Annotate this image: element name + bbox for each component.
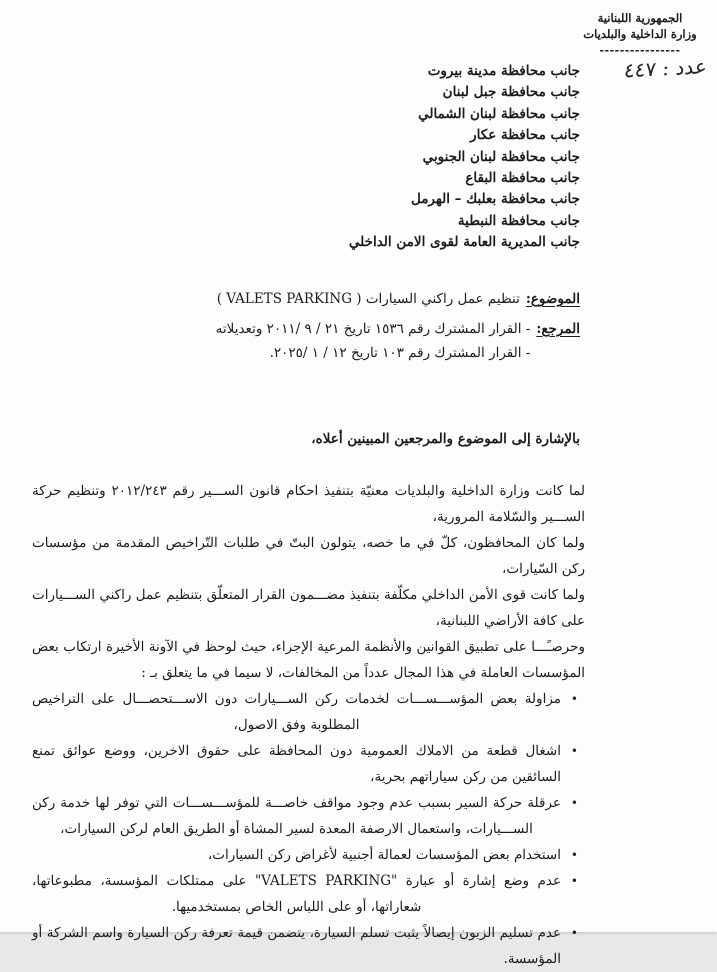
- subject-label: الموضوع:: [525, 291, 580, 307]
- reference-line: - القرار المشترك رقم ١٠٣ تاريخ ١٢ / ١ /٢٠٢٥.: [269, 345, 531, 361]
- subject-text: تنظيم عمل راكني السيارات ( VALETS PARKING ): [216, 291, 520, 307]
- bullet-item: [32, 686, 585, 738]
- reference-list: [216, 317, 531, 365]
- recipient-line: جانب محافظة لبنان الجنوبي: [422, 148, 580, 165]
- reference-label: المرجع:: [536, 321, 580, 337]
- salutation: بالإشارة إلى الموضوع والمرجعين المبينين أعلاه،: [311, 431, 580, 447]
- recipient-line: جانب محافظة النبطية: [457, 212, 580, 229]
- bullet-dot-icon: •: [570, 874, 578, 888]
- bullet-text: مزاولة بعض المؤســـســـات لخدمات ركن الســـيارات دون الاســـتحصـــال على التراخيص المطلوبة وفق الاصول،: [32, 691, 561, 733]
- body-paragraph: ولما كان المحافظون، كلّ في ما خصه، يتولون البتّ في طلبات التّراخيص المقدمة من مؤسسات ركن السّيارات،: [32, 535, 585, 577]
- bullet-dot-icon: •: [570, 926, 578, 940]
- handwritten-register-number: عدد : ٤٤٧: [623, 54, 708, 83]
- bullet-text: اشغال قطعة من الاملاك العمومية دون المحافظة على حقوق الاخرين، ووضع عوائق تمنع السائقين من ركن سياراتهم بحرية،: [32, 743, 561, 785]
- body-text: [32, 478, 585, 972]
- bullet-item: [32, 842, 585, 868]
- body-paragraph: وحرصـًـــا على تطبيق القوانين والأنظمة المرعية الإجراء، حيث لوحظ في الآونة الأخيرة ارتكاب بعض المؤسسات العاملة في هذا المجال عدداً من المخالفات، لا سيما في ما يتعلق بـ :: [32, 639, 585, 681]
- bullet-dot-icon: •: [570, 692, 578, 706]
- subject-row: [217, 287, 580, 311]
- body-paragraph: لما كانت وزارة الداخلية والبلديات معنيّة بتنفيذ احكام قانون الســـير رقم ٢٠١٢/٢٤٣ وتنظيم حركة الســـير والسّلامة المرورية،: [32, 483, 585, 525]
- recipient-line: جانب محافظة بعلبك – الهرمل: [410, 191, 580, 208]
- recipient-line: جانب محافظة البقاع: [465, 170, 580, 187]
- bullet-item: [32, 868, 585, 920]
- bullet-item: [32, 920, 585, 972]
- bullet-dot-icon: •: [570, 744, 578, 758]
- letterhead-republic: الجمهورية اللبنانية: [597, 11, 683, 25]
- bullet-item: [32, 790, 585, 842]
- bullet-text: عدم تسليم الزبون إيصالاً يثبت تسلم السيارة، يتضمن قيمة تعرفة ركن السيارة واسم الشركة أو المؤسسة.: [32, 925, 561, 967]
- recipient-line: جانب محافظة مدينة بيروت: [427, 63, 580, 79]
- letterhead: [569, 10, 711, 59]
- bullet-dot-icon: •: [570, 796, 578, 810]
- bullet-text: استخدام بعض المؤسسات لعمالة أجنبية لأغراض ركن السيارات،: [207, 847, 561, 863]
- recipients-list: [349, 61, 580, 254]
- bullet-item: [32, 738, 585, 790]
- body-paragraph: ولما كانت قوى الأمن الداخلي مكلّفة بتنفيذ مضـــمون القرار المتعلّق بتنظيم عمل راكني الســـيارات على كافة الأراضي اللبنانية،: [32, 587, 585, 629]
- bullet-dot-icon: •: [570, 848, 578, 862]
- bullet-text: عرقلة حركة السير بسبب عدم وجود مواقف خاصـــة للمؤســـســـات التي توفر لها خدمة ركن الســـيارات، واستعمال الارصفة المعدة لسير المشاة أو الطريق العام لركن السيارات،: [32, 795, 561, 837]
- recipient-line: جانب المديرية العامة لقوى الامن الداخلي: [348, 234, 580, 251]
- bullet-text: عدم وضع إشارة أو عبارة "VALETS PARKING" على ممتلكات المؤسسة، مطبوعاتها، شعاراتها، أو على اللباس الخاص بمستخدميها.: [32, 873, 561, 915]
- recipient-line: جانب محافظة لبنان الشمالي: [418, 105, 580, 122]
- reference-row: [216, 317, 580, 365]
- letterhead-divider: ----------------: [599, 44, 681, 57]
- recipient-line: جانب محافظة جبل لبنان: [442, 84, 580, 101]
- reference-line: - القرار المشترك رقم ١٥٣٦ تاريخ ٢١ / ٩ /٢٠١١ وتعديلاته: [215, 321, 531, 337]
- recipient-line: جانب محافظة عكار: [470, 127, 580, 144]
- letterhead-ministry: وزارة الداخلية والبلديات: [583, 27, 697, 41]
